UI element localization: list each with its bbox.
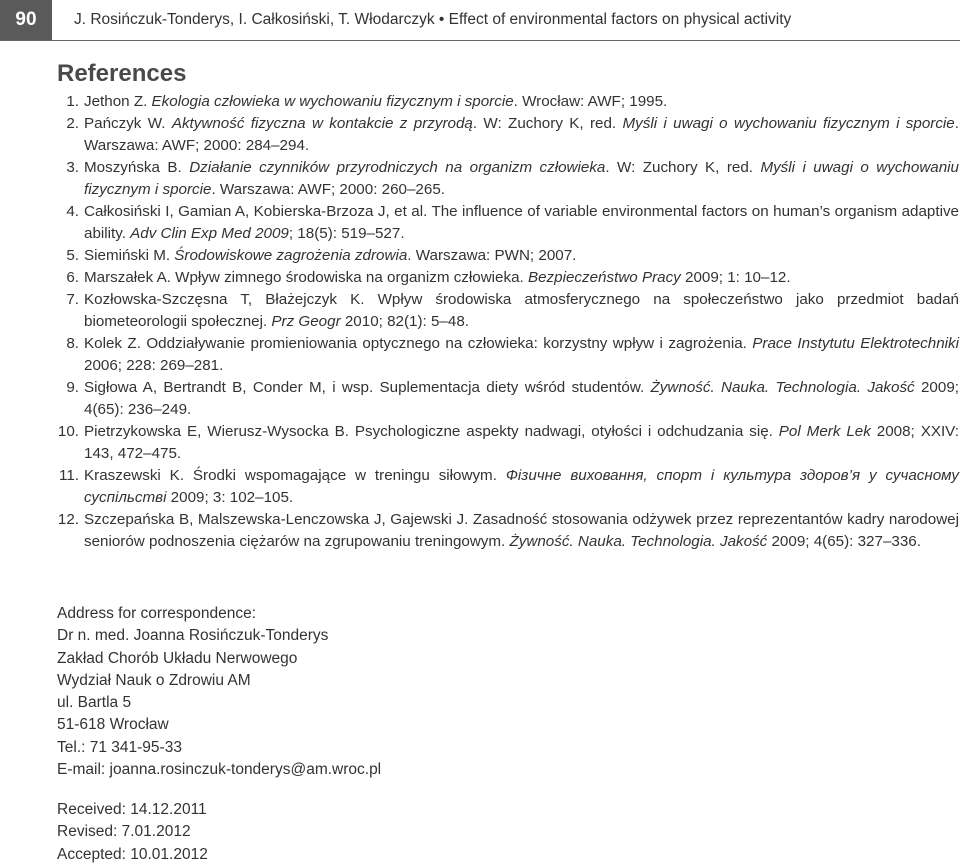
reference-text: Szczepańska B, Malszewska-Lenczowska J, Gajewski J. Zasadność stosowania odżywek przez reprezentantów kadry narodowej seniorów podnoszenia ciężarów na zgrupowaniu treningowym. [84,511,959,550]
reference-item [57,509,959,553]
reference-number: 4. [66,203,79,220]
reference-number: 6. [66,269,79,286]
reference-list [57,91,959,553]
running-head-text: J. Rosińczuk-Tonderys, I. Całkosiński, T. Włodarczyk • Effect of environmental factors on physical activity [74,11,792,28]
reference-item [57,421,959,465]
address-line-phone: Tel.: 71 341-95-33 [57,738,182,756]
reference-text: Kolek Z. Oddziaływanie promieniowania optycznego na człowieka: korzystny wpływ i zagrożenia. [84,335,753,352]
reference-item [57,157,959,201]
reference-number: 12. [57,511,79,528]
address-line-street: ul. Bartla 5 [57,694,132,712]
reference-title-italic: Aktywność fizyczna w kontakcie z przyrodą [171,115,473,132]
reference-number: 1. [66,93,79,110]
reference-text: Kozłowska-Szczęsna T, Błażejczyk K. Wpływ środowiska atmosferycznego na społeczeństwo jako przedmiot badań biometeorologii społecznej. [84,291,959,330]
reference-text: Siemiński M. [84,247,175,264]
accepted-date: Accepted: 10.01.2012 [57,845,208,863]
reference-text: Całkosiński I, Gamian A, Kobierska-Brzoza J, et al. The influence of variable environmental factors on human’s organism adaptive ability. [84,203,959,242]
reference-title-italic: Myśli i uwagi o wychowaniu fizycznym i sporcie [622,115,955,132]
reference-text: ; 18(5): 519–527. [288,225,405,242]
reference-number: 2. [66,115,79,132]
reference-text: Pietrzykowska E, Wierusz-Wysocka B. Psychologiczne aspekty nadwagi, otyłości i odchudzania się. [84,423,779,440]
reference-title-italic: Prz Geogr [271,313,341,330]
reference-title-italic: Myśli i uwagi o wychowaniu fizycznym i sporcie [84,159,959,198]
received-date: Received: 14.12.2011 [57,801,207,818]
reference-text: Marszałek A. Wpływ zimnego środowiska na organizm człowieka. [84,269,528,286]
reference-number: 5. [66,247,79,264]
reference-text: Moszyńska B. [84,159,190,176]
revised-date: Revised: 7.01.2012 [57,823,191,841]
address-line-city: 51-618 Wrocław [57,716,169,734]
article-dates [57,799,457,866]
reference-item [57,245,959,267]
reference-title-italic: Pol Merk Lek [778,423,871,440]
reference-text: 2008; XXIV: 143, 472–475. [84,423,959,462]
address-line-name: Dr n. med. Joanna Rosińczuk-Tonderys [57,627,329,645]
reference-text: . Warszawa: PWN; 2007. [407,247,577,264]
reference-text: 2009; 3: 102–105. [166,489,294,506]
reference-title-italic: Prace Instytutu Elektrotechniki [752,335,959,352]
reference-item [57,201,959,245]
reference-title-italic: Ekologia człowieka w wychowaniu fizycznym i sporcie [151,93,514,110]
reference-item [57,289,959,333]
reference-title-italic: Działanie czynników przyrodniczych na organizm człowieka [189,159,606,176]
reference-title-italic: Bezpieczeństwo Pracy [527,269,681,286]
reference-title-italic: Żywność. Nauka. Technologia. Jakość [509,533,768,550]
reference-item [57,113,959,157]
reference-text: 2006; 228: 269–281. [84,357,224,374]
address-heading: Address for correspondence: [57,605,257,622]
reference-text: Jethon Z. [84,93,152,110]
reference-text: . Warszawa: AWF; 2000: 260–265. [211,181,445,198]
references-title: References [57,60,187,87]
reference-text: Sigłowa A, Bertrandt B, Conder M, i wsp. Suplementacja diety wśród studentów. [84,379,651,396]
reference-number: 3. [66,159,79,176]
reference-item [57,333,959,377]
address-line-faculty: Wydział Nauk o Zdrowiu AM [57,671,251,689]
reference-title-italic: Adv Clin Exp Med 2009 [130,225,289,242]
running-header [0,0,960,41]
reference-text: . W: Zuchory K, red. [472,115,623,132]
reference-item [57,91,959,113]
reference-item [57,377,959,421]
address-line-email: E-mail: joanna.rosinczuk-tonderys@am.wroc.pl [57,761,382,779]
reference-number: 10. [57,423,79,440]
reference-text: . W: Zuchory K, red. [605,159,761,176]
reference-text: Pańczyk W. [84,115,172,132]
reference-text: 2009; 1: 10–12. [680,269,791,286]
reference-text: Kraszewski K. Środki wspomagające w treningu siłowym. [84,467,506,484]
reference-text: . Wrocław: AWF; 1995. [513,93,668,110]
reference-text: 2010; 82(1): 5–48. [340,313,469,330]
address-line-department: Zakład Chorób Układu Nerwowego [57,649,298,667]
correspondence-address [57,603,657,781]
page-number: 90 [0,0,52,40]
reference-title-italic: Środowiskowe zagrożenia zdrowia [174,247,408,264]
reference-item [57,267,959,289]
reference-item [57,465,959,509]
reference-title-italic: Фізичне виховання, спорт і культура здоров’я у сучасному суспільстві [84,467,959,506]
reference-text: . Warszawa: AWF; 2000: 284–294. [84,115,959,154]
reference-text: 2009; 4(65): 236–249. [84,379,959,418]
reference-text: 2009; 4(65): 327–336. [767,533,921,550]
reference-number: 7. [66,291,79,308]
reference-number: 8. [66,335,79,352]
reference-number: 9. [66,379,79,396]
reference-number: 11. [59,467,79,484]
reference-title-italic: Żywność. Nauka. Technologia. Jakość [650,379,915,396]
